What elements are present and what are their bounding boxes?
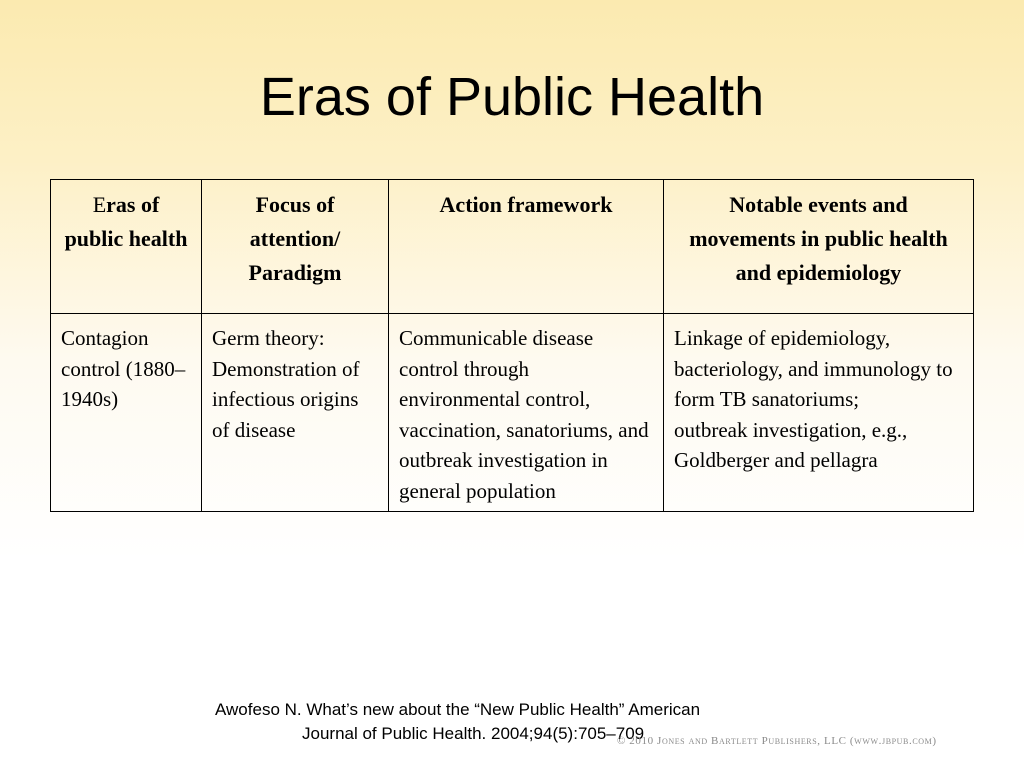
cell-era: Contagion control (1880–1940s) (51, 314, 202, 512)
citation-line-1: Awofeso N. What’s new about the “New Public Health” American (215, 700, 701, 719)
slide-title: Eras of Public Health (259, 67, 765, 127)
header-eras-first-letter: E (92, 192, 107, 217)
table-header-row (51, 180, 974, 314)
cell-events-line-1: Linkage of epidemiology, bacteriology, and immunology to form TB sanatoriums; (674, 326, 953, 412)
header-events: Notable events and movements in public health and epidemiology (664, 180, 974, 314)
eras-table (50, 179, 974, 512)
copyright-notice: © 2010 Jones and Bartlett Publishers, LLC (www.jbpub.com) (617, 735, 937, 747)
header-focus: Focus of attention/ Paradigm (202, 180, 389, 314)
cell-focus: Germ theory: Demonstration of infectious origins of disease (202, 314, 389, 512)
cell-events (664, 314, 974, 512)
header-eras-rest: ras of public health (64, 192, 188, 251)
header-eras (51, 180, 202, 314)
table-row (51, 314, 974, 512)
header-action: Action framework (389, 180, 664, 314)
citation-line-2: Journal of Public Health. 2004;94(5):705–709 (302, 724, 645, 743)
cell-events-line-2: outbreak investigation, e.g., Goldberger and pellagra (674, 417, 908, 473)
cell-action: Communicable disease control through environmental control, vaccination, sanatoriums, and outbreak investigation in general population (389, 314, 664, 512)
